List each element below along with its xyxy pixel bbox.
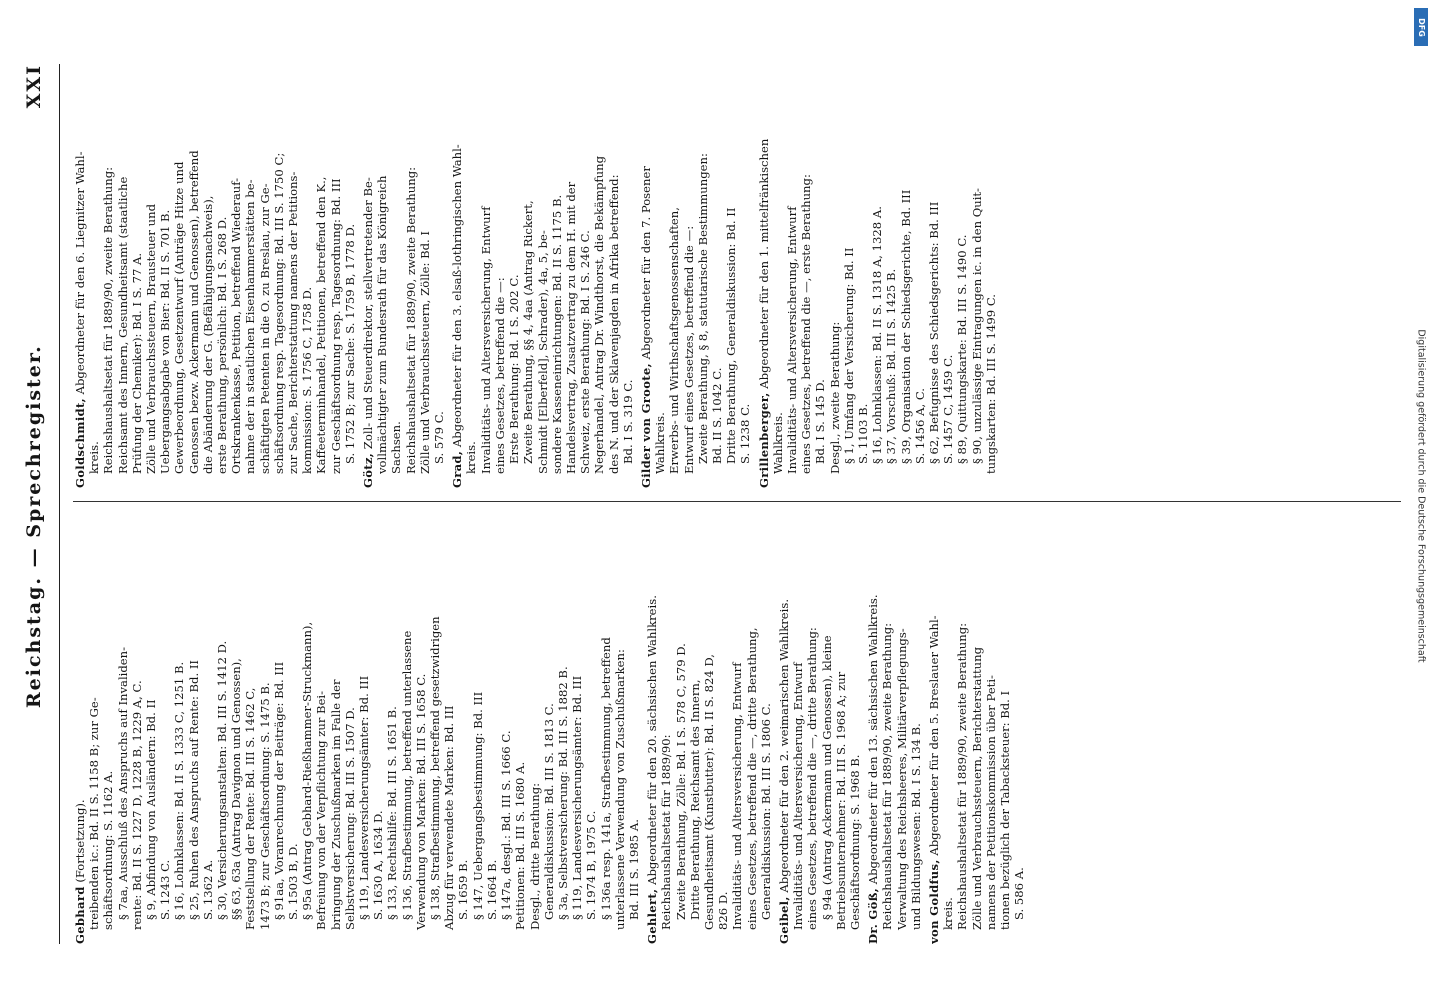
entry-line: Uebergangsabgabe von Bier: Bd. II S. 701 B. (158, 209, 173, 474)
entry-line: nahme der in staatlichen Eisenhammerstätten be- (243, 179, 258, 474)
entry-line: Wahlkreis. (653, 412, 668, 474)
entry-text: Abgeordneter für den 3. elsaß-lothringischen Wahl- (450, 144, 465, 448)
entry-heading (450, 60, 464, 488)
digitization-note: Digitalisierung gefördert durch die Deutsche Forschungsgemeinschaft (1415, 329, 1427, 663)
entry-name: Gehlert, (645, 888, 660, 944)
entry-line: schäftigten Petenten in die O. zu Breslau, zur Ge- (257, 183, 272, 474)
entry-line: Prüfung der Chemiker): Bd. I S. 77 A. (129, 252, 144, 474)
entry-line: § 16, Lohnklassen: Bd. II S. 1318 A, 1328 A. (870, 206, 885, 464)
register-entry (361, 60, 446, 488)
entry-line: zur Sache, Berichterstattung namens der Petitions- (286, 171, 301, 474)
entry-line: eines Gesetzes, betreffend die —: (492, 277, 507, 474)
entry-line: Invaliditäts- und Altersversicherung, Entwurf (784, 206, 799, 474)
entry-line: kreis. (87, 441, 102, 474)
entry-heading (757, 60, 771, 488)
entry-text: Abgeordneter für den 7. Posener (638, 166, 653, 360)
entry-line: § 90, unzulässige Eintragungen ic. in den Quit- (969, 188, 984, 464)
entry-line: eines Gesetzes, betreffend die —, dritte Berathung, (744, 627, 759, 930)
entry-heading (361, 60, 375, 488)
entry-line: Betriebsunternehmer: Bd. III S. 1968 A; zur (833, 671, 848, 930)
entry-line: § 133, Rechtshilfe: Bd. III S. 1651 B. (385, 706, 400, 920)
entry-line: treibenden ic.: Bd. II S. 1158 B; zur Ge- (87, 697, 102, 930)
header-rule (59, 64, 60, 944)
register-entry (73, 516, 641, 944)
entry-line: Gesundheitsamt (Kunstbutter): Bd. II S. 824 D, (701, 654, 716, 930)
entry-line: Zweite Berathung, Zölle: Bd. I S. 578 C, 579 D. (673, 643, 688, 920)
right-column (73, 60, 1401, 488)
entry-line: S. 1664 B. (484, 859, 499, 920)
entry-heading (73, 516, 87, 944)
entry-line: Generaldiskussion: Bd. III S. 1813 C. (541, 703, 556, 920)
entry-line: namens der Petitionskommission über Peti- (983, 675, 998, 930)
register-entry (777, 516, 862, 944)
register-entry (866, 516, 923, 944)
entry-line: rente: Bd. II S. 1227 D, 1228 B, 1229 A, C. (129, 680, 144, 930)
entry-line: Reichshaushaltsetat für 1889/90, zweite Berathung: (101, 166, 116, 474)
entry-text: (Fortsetzung). (73, 799, 87, 883)
entry-line: S. 1456 A, C. (912, 388, 927, 464)
entry-line: S. 1238 C. (738, 403, 753, 464)
entry-line: § 138, Strafbestimmung, betreffend gesetzwidrigen (428, 616, 443, 920)
entry-line: Invaliditäts- und Altersversicherung, Entwurf (478, 206, 493, 474)
entry-line: S. 1752 B; zur Sache: S. 1759 B, 1778 D. (342, 223, 357, 464)
entry-line: Zölle und Verbrauchssteuern, Brausteuer und (144, 203, 159, 474)
entry-line: § 95a (Antrag Gebhard-Rießhammer-Struckmann), (300, 621, 315, 920)
entry-line: § 147, Uebergangsbestimmung: Bd. III (470, 691, 485, 920)
entry-line: Reichshaushaltsetat für 1889/90, zweite Berathung: (955, 622, 970, 930)
entry-line: Bd. I S. 145 D. (813, 379, 828, 464)
entry-heading (73, 60, 87, 488)
entry-line: Geschäftsordnung: S. 1968 B. (847, 754, 862, 930)
entry-line: S. 1659 B. (456, 859, 471, 920)
entry-text: Abgeordneter für den 13. sächsischen Wahlkreis. (866, 594, 881, 885)
entry-line: S. 1974 B, 1975 C. (584, 810, 599, 920)
entry-line: Entwurf eines Gesetzes, betreffend die —: (681, 225, 696, 474)
entry-text: Abgeordneter für den 2. weimarischen Wahlkreis. (776, 598, 791, 893)
entry-name: Grad, (450, 450, 465, 488)
entry-line: § 30, Versicherungsanstalten: Bd. III S. 1412 D. (215, 640, 230, 920)
entry-line: Invaliditäts- und Altersversicherung, Entwurf (730, 662, 745, 930)
entry-line: § 91aa, Voranrechnung der Beiträge: Bd. III (271, 661, 286, 920)
entry-line: S. 1243 C. (158, 859, 173, 920)
entry-line: Generaldiskussion: Bd. III S. 1806 C. (758, 703, 773, 920)
entry-line: Petitionen: Bd. III S. 1680 A. (513, 761, 528, 930)
register-entry (927, 516, 1026, 944)
entry-line: Dritte Berathung, Generaldiskussion: Bd. II (724, 207, 739, 464)
entry-line: Bd. I S. 319 C. (620, 379, 635, 464)
entry-line: S. 1362 A. (200, 859, 215, 920)
entry-line: § 136, Strafbestimmung, betreffend unterlassene (399, 630, 414, 920)
entry-heading (639, 60, 653, 488)
entry-line: Desgl., zweite Berathung: (827, 321, 842, 474)
entry-line: Sachsen. (389, 421, 404, 474)
entry-line: schäftsordnung resp. Tagesordnung: Bd. III S. 1750 C; (271, 152, 286, 474)
entry-line: § 136a resp. 141a, Strafbestimmung, betreffend (598, 637, 613, 920)
entry-text: Abgeordneter für den 1. mittelfränkischen (756, 138, 771, 389)
entry-line: des N. und der Sklavenjagden in Afrika betreffend: (606, 174, 621, 474)
entry-line: S. 1457 C, 1459 C. (941, 354, 956, 464)
entry-line: eines Gesetzes, betreffend die —, dritte Berathung: (805, 627, 820, 930)
entry-name: Geibel, (776, 896, 791, 944)
entry-line: § 7aa, Ausschluß des Anspruchs auf Invaliden- (115, 646, 130, 920)
entry-name: Goldschmidt, (73, 398, 87, 488)
entry-line: 826 D. (716, 891, 731, 930)
entry-line: Reichshaushaltsetat für 1889/90, zweite Berathung: (403, 166, 418, 474)
entry-text: Abgeordneter für den 5. Breslauer Wahl- (926, 615, 941, 856)
page-title: Reichstag. — Sprechregister. (23, 344, 45, 709)
entry-line: Verwendung von Marken: Bd. III S. 1658 C. (413, 673, 428, 930)
entry-line: Befreiung von der Verpflichtung zur Bei- (314, 690, 329, 930)
entry-line: Bd. II S. 1042 C. (709, 367, 724, 464)
entry-name: Dr. Göß, (866, 887, 881, 944)
entry-line: § 89, Quittungskarte: Bd. III S. 1490 C. (955, 234, 970, 464)
entry-line: § 119, Landesversicherungsämter: Bd. III (570, 675, 585, 920)
entry-heading (866, 516, 880, 944)
entry-line: § 25, Ruhen des Anspruchs auf Rente: Bd. II (186, 659, 201, 920)
entry-heading (927, 516, 941, 944)
entry-name: Gilder von Groote, (638, 363, 653, 488)
entry-line: schäftsordnung: S. 1162 A. (101, 770, 116, 930)
entry-text: Zoll- und Steuerdirektor, stellvertretender Be- (361, 177, 376, 450)
entry-line: Zweite Berathung, § 8, statutarische Bestimmungen: (695, 153, 710, 464)
register-entry (645, 516, 773, 944)
entry-line: S. 1103 B. (855, 403, 870, 464)
register-entry (757, 60, 998, 488)
entry-text: Abgeordneter für den 20. sächsischen Wahlkreis. (645, 595, 660, 885)
entry-line: Wahlkreis. (770, 412, 785, 474)
entry-line: tionen bezüglich der Tabacksteuer: Bd. I (998, 690, 1012, 930)
entry-name: Grillenberger, (756, 392, 771, 488)
entry-line: Kaffeeterminhandel, Petitionen, betreffend den K., (314, 176, 329, 474)
entry-line: Abzug für verwendete Marken: Bd. III (442, 705, 457, 930)
entry-line: Desgl., dritte Berathung: (527, 782, 542, 930)
entry-line: Bd. III S. 1985 A. (626, 819, 641, 920)
entry-text: Abgeordneter für den 6. Liegnitzer Wahl- (73, 151, 87, 395)
entry-line: Schweiz, erste Berathung: Bd. I S. 246 C. (578, 230, 593, 474)
entry-line: Reichshaushaltsetat für 1889/90: (659, 734, 674, 930)
entry-line: Genossen bezw. Ackermann und Genossen), betreffend (186, 150, 201, 474)
entry-name: von Goldfus, (926, 859, 941, 944)
entry-line: erste Berathung, persönlich: Bd. I S. 268 D. (215, 216, 230, 474)
entry-line: und Bildungswesen: Bd. I S. 134 B. (908, 723, 923, 930)
entry-line: vollmächtigter zum Bundesrath für das Königreich (375, 175, 390, 474)
entry-line: kreis. (941, 897, 956, 930)
entry-line: Handelsvertrag, Zusatzvertrag zu dem H. mit der (563, 181, 578, 474)
digitization-margin (1412, 6, 1430, 986)
entry-line: S. 1630 A, 1634 D. (371, 810, 386, 920)
entry-name: Götz, (361, 452, 376, 488)
entry-line: § 39, Organisation der Schiedsgerichte, Bd. III (898, 189, 913, 464)
register-entry (73, 60, 357, 488)
entry-line: §§ 63, 63a (Antrag Davignon und Genossen), (229, 658, 244, 920)
entry-line: Schmidt [Elberfeld], Schrader), 4a, 5, be- (535, 230, 550, 474)
entry-line: eines Gesetzes, betreffend die —, erste Berathung: (799, 174, 814, 474)
entry-name: Gebhard (73, 886, 87, 944)
entry-line: zur Geschäftsordnung resp. Tagesordnung: Bd. III (328, 178, 343, 474)
entry-line: bringung der Zuschußmarken im Falle der (328, 679, 343, 930)
entry-line: § 1, Umfang der Versicherung: Bd. II (841, 247, 856, 464)
entry-line: Zölle und Verbrauchssteuern, Berichterstattung (969, 646, 984, 930)
entry-line: Negerhandel, Antrag Dr. Windthorst, die Bekämpfung (592, 155, 607, 474)
entry-line: Reichshaushaltsetat für 1889/90, zweite Berathung: (880, 622, 895, 930)
entry-line: § 37, Vorschuß: Bd. III S. 1425 B. (884, 268, 899, 464)
page-number: XXI (23, 64, 45, 109)
entry-line: Erwerbs- und Wirthschaftsgenossenschaften, (667, 207, 682, 474)
entry-line: § 147a, desgl.: Bd. III S. 1666 C. (499, 730, 514, 920)
entry-heading (777, 516, 791, 944)
entry-line: 1473 B; zur Geschäftsordnung: S. 1475 B. (257, 682, 272, 930)
entry-line: Feststellung der Rente: Bd. III S. 1462 C, (243, 687, 258, 930)
page-header (11, 64, 57, 944)
entry-line: § 94a (Antrag Ackermann und Genossen), kleine (819, 635, 834, 920)
column-separator (73, 501, 1401, 502)
entry-line: Verwaltung des Reichsheeres, Militärverpflegungs- (894, 628, 909, 930)
entry-line: S. 579 C. (432, 411, 447, 464)
rotated-page (1, 20, 1431, 980)
dfg-logo: DFG (1414, 8, 1428, 46)
entry-line: Invaliditäts- und Altersversicherung, Entwurf (791, 662, 806, 930)
entry-line: Reichsamt des Innern, Gesundheitsamt (staatliche (115, 176, 130, 474)
register-entry (450, 60, 635, 488)
entry-line: Gewerbeordnung, Gesetzentwurf (Anträge Hitze und (172, 161, 187, 474)
entry-line: Zölle und Verbrauchssteuern, Zölle: Bd. I (417, 231, 432, 474)
entry-line: tungskarten: Bd. III S. 1499 C. (983, 294, 998, 474)
entry-line: S. 1503 B, D. (286, 843, 301, 920)
entry-line: Dritte Berathung, Reichsamt des Innern, (687, 679, 702, 920)
entry-line: § 9, Abfindung von Ausländern: Bd. II (144, 699, 159, 920)
entry-line: Erste Berathung: Bd. I S. 202 C. (507, 274, 522, 464)
entry-line: S. 586 A. (1012, 867, 1027, 920)
entry-line: § 3a, Selbstversicherung: Bd. III S. 1882 B. (555, 666, 570, 920)
register-entry (639, 60, 753, 488)
entry-line: Ortskrankenkasse, Petition, betreffend Wiederauf- (229, 177, 244, 474)
entry-line: die Abänderung der G. (Befähigungsnachweis), (200, 195, 215, 474)
entry-line: Selbstversicherung: Bd. III S. 1507 D. (342, 707, 357, 930)
entry-line: § 16, Lohnklassen: Bd. II S. 1333 C, 1251 B. (172, 661, 187, 920)
entry-line: sondere Kasseneinrichtungen: Bd. II S. 1175 B. (549, 194, 564, 474)
entry-heading (645, 516, 659, 944)
entry-line: kommission: S. 1756 C, 1758 D. (300, 286, 315, 474)
left-column (73, 516, 1401, 944)
entry-line: § 62, Befugnisse des Schiedsgerichts: Bd. III (926, 201, 941, 464)
entry-line: § 119, Landesversicherungsämter: Bd. III (357, 675, 372, 920)
entry-line: Zweite Berathung, §§ 4, 4aa (Antrag Rickert, (521, 200, 536, 464)
entry-line: kreis. (464, 441, 479, 474)
entry-line: unterlassene Verwendung von Zuschußmarken: (612, 649, 627, 930)
